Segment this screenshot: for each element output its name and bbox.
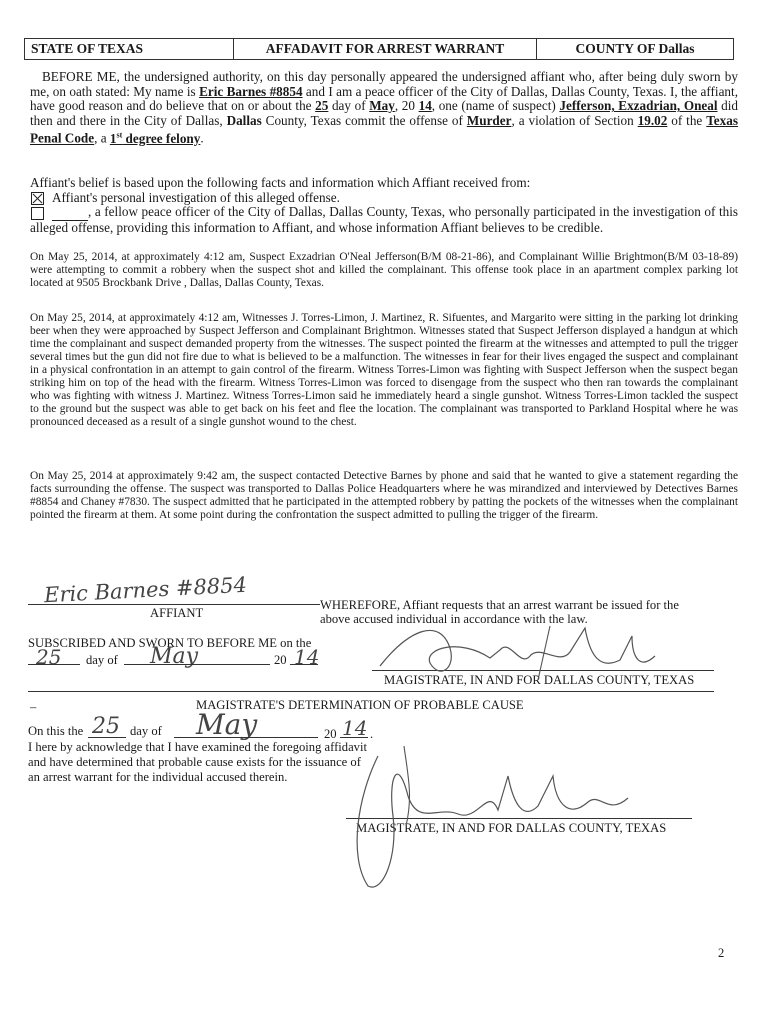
acknowledge-line-2: and have determined that probable cause exists for the issuance of [28,755,361,769]
sworn-day-handwritten: 25 [36,645,62,669]
offense-county: Dallas [226,112,262,128]
affiant-name: Eric Barnes #8854 [199,83,303,99]
facts-paragraph-2: On May 25, 2014, at approximately 4:12 am, Witnesses J. Torres-Limon, J. Martinez, R. Sifuentes, and Margarito were sitting in the parking lot drinking beer when they were approached by Suspect Jefferson and Complainant Brightmon. Witnesses stated that Suspect Jefferson displayed a handgun at which time the complainant and suspect demanded property from the witnesses. The suspect pointed the firearm at the witnesses and attempted to pull the trigger several times but the gun did not fire due to what is believed to be a malfunction. The witnesses in fear for their lives engaged the suspect and complainant in a physical confrontation in an attempt to gain control of the firearm. Witness Torres-Limon was fighting with Suspect Jefferson when the suspect began striking him on top of the head with the firearm. Witness Torres-Limon was forced to disengage from the suspect who then ran towards the complainant who was fighting with witness J. Martinez. Witness Torres-Limon said he immediately heard a single gunshot. Witness Torres-Limon tackled the suspect to the ground but the suspect was able to get back on his feet and flee the location. The complainant was transported to Parkland Hospital where he was pronounced deceased as a result of a single gunshot wound to the chest. [30,312,738,428]
wherefore-text: WHEREFORE, Affiant requests that an arrest warrant be issued for the above accused individual in accordance with the law. [320,598,679,626]
affiant-signature-line [28,604,320,605]
magistrate-signature-2 [338,736,658,896]
determination-month-handwritten: May [196,708,258,741]
magistrate-label-2: MAGISTRATE, IN AND FOR DALLAS COUNTY, TEXAS [356,821,667,835]
sworn-month-handwritten: May [150,644,199,669]
intro-paragraph: BEFORE ME, the undersigned authority, on this day personally appeared the undersigned affiant who, after being duly sworn by me, on oath stated: My name is Eric Barnes #8854 and I am a peace officer of the City of Dallas, Dallas County, Texas. I, the affiant, have good reason and do believe that on or about the 25 day of May, 20 14, one (name of suspect) Jefferson, Exzadrian, Oneal did then and there in the City of Dallas, Dallas County, Texas commit the offense of Murder, a violation of Section 19.02 of the Texas Penal Code, a 1st degree felony. [30,69,739,146]
offense-year: 14 [418,98,432,114]
penal-code: Texas Penal Code [30,112,738,146]
document-title: AFFADAVIT FOR ARREST WARRANT [234,39,537,59]
fellow-officer-paragraph: , a fellow peace officer of the City of Dallas, Dallas County, Texas, who personally participated in the investigation of this alleged offense, providing this information to Affiant, and whose information Affiant believes to be credible. [30,204,738,235]
divider-dash: – [30,700,37,714]
document-header [24,38,734,60]
page-number: 2 [718,946,725,960]
personal-investigation-label: Affiant's personal investigation of this alleged offense. [52,190,340,205]
acknowledge-line-1: I here by acknowledge that I have examined the foregoing affidavit [28,740,367,754]
determination-day-label: day of [130,724,162,738]
determination-year-handwritten: 14 [342,716,368,740]
sworn-year-prefix: 20 [274,653,287,667]
facts-paragraph-1: On May 25, 2014, at approximately 4:12 am, Suspect Exzadrian O'Neal Jefferson(B/M 08-21-86), and Complainant Willie Brightmon(B/M 03-18-89) were attempting to commit a robbery when the suspect shot and killed the complainant. This offense took place in an apartment complex parking lot located at 9505 Brockbank Drive , Dallas, Dallas County, Texas. [30,251,738,289]
personal-investigation-checkbox[interactable] [31,192,44,205]
offense-month: May [369,98,395,114]
acknowledge-line-3: an arrest warrant for the individual accused therein. [28,770,288,784]
penal-section: 19.02 [637,112,668,128]
fellow-officer-blank[interactable] [52,205,88,221]
sworn-day-label: day of [86,653,118,667]
county-label: COUNTY OF Dallas [575,41,695,56]
determination-year-prefix: 20 [324,727,337,741]
facts-paragraph-3: On May 25, 2014 at approximately 9:42 am, the suspect contacted Detective Barnes by phone and said that he wanted to give a statement regarding the facts surrounding the offense. The suspect was transported to Dallas Police Headquarters where he was mirandized and interviewed by Detectives Barnes #8854 and Chaney #7830. The suspect admitted that he participated in the attempted robbery by patting the pockets of the witnesses when the complainant pointed the firearm at them. At some point during the confrontation the suspect admitted to pulling the trigger of the firearm. [30,470,738,521]
determination-day-handwritten: 25 [92,714,120,739]
felony-degree: 1st degree felony [109,130,201,146]
affiant-label: AFFIANT [150,606,204,620]
on-this-label: On this the [28,724,84,738]
determination-title: MAGISTRATE'S DETERMINATION OF PROBABLE CAUSE [196,698,524,712]
subscribed-text: SUBSCRIBED AND SWORN TO BEFORE ME on the [28,636,312,650]
belief-intro: Affiant's belief is based upon the following facts and information which Affiant received from: [30,175,531,190]
section-divider [28,691,714,692]
magistrate-label-1: MAGISTRATE, IN AND FOR DALLAS COUNTY, TEXAS [384,673,695,687]
suspect-name: Jefferson, Exzadrian, Oneal [559,98,718,114]
offense-type: Murder [466,112,512,128]
state-label: STATE OF TEXAS [25,39,234,59]
determination-year-suffix: . [370,727,374,741]
magistrate-signature-1 [370,608,670,688]
sworn-year-handwritten: 14 [294,645,320,669]
affiant-handwritten-signature: Eric Barnes #8854 [43,572,248,608]
offense-day: 25 [315,98,329,114]
